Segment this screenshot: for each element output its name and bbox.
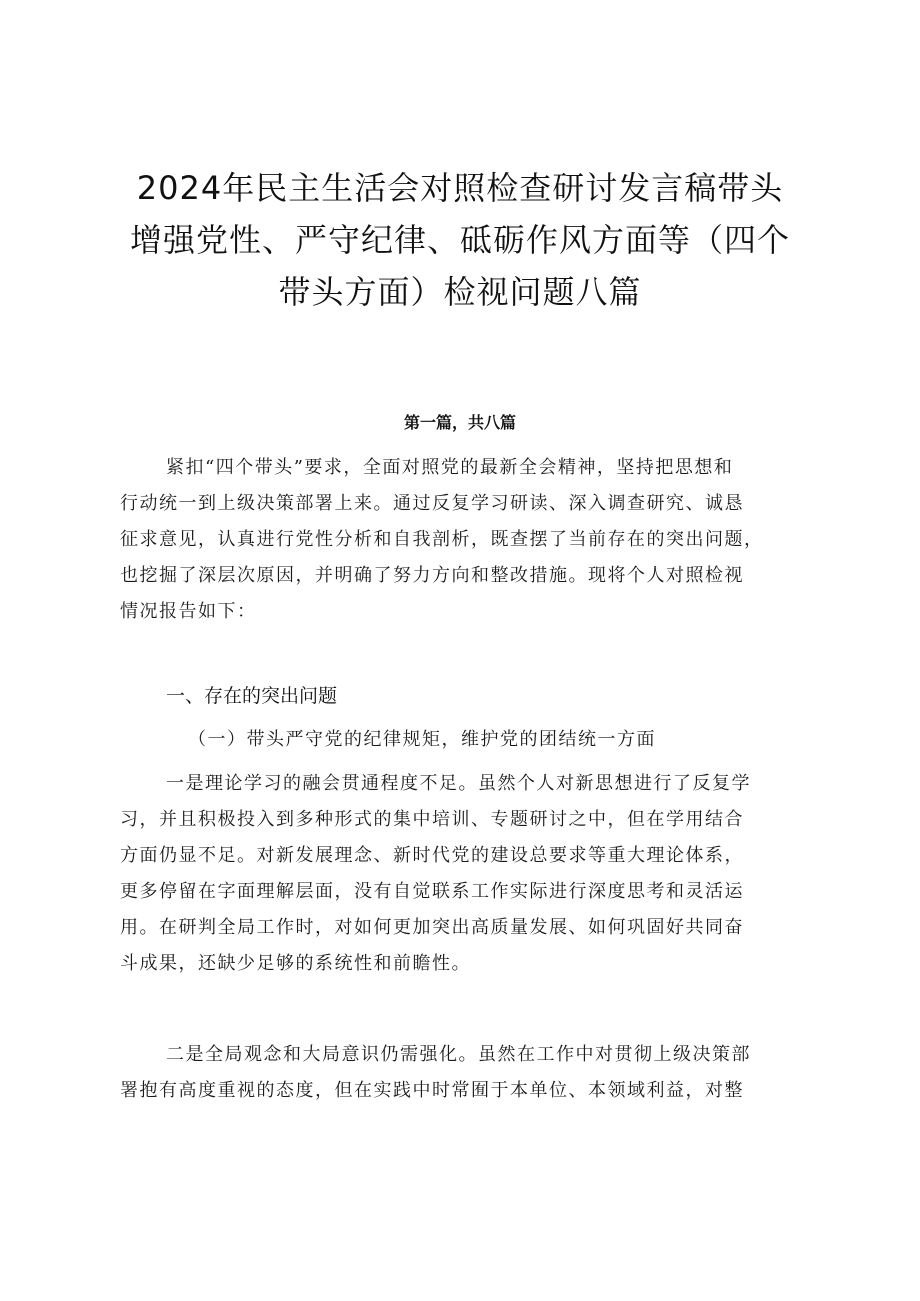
title-line-2: 增强党性、严守纪律、砥砺作风方面等（四个	[129, 221, 790, 259]
point-2-line: 署抱有高度重视的态度，但在实践中时常囿于本单位、本领域利益，对整	[120, 1080, 744, 1101]
title-line-3: 带头方面）检视问题八篇	[278, 273, 642, 311]
point-1-line: 方面仍显不足。对新发展理念、新时代党的建设总要求等重大理论体系，	[120, 845, 744, 866]
intro-line: 也挖掘了深层次原因，并明确了努力方向和整改措施。现将个人对照检视	[120, 565, 744, 586]
intro-line: 行动统一到上级决策部署上来。通过反复学习研读、深入调查研究、诚恳	[120, 493, 744, 514]
intro-paragraph	[120, 450, 810, 630]
point-2-paragraph	[120, 1037, 810, 1109]
intro-line: 征求意见，认真进行党性分析和自我剖析，既查摆了当前存在的突出问题，	[120, 529, 764, 550]
point-1-line: 习，并且积极投入到多种形式的集中培训、专题研讨之中，但在学用结合	[120, 809, 744, 830]
point-1-paragraph	[120, 766, 810, 982]
subsection-heading: （一）带头严守党的纪律规矩，维护党的团结统一方面	[188, 729, 656, 750]
section-heading: 一、存在的突出问题	[166, 685, 338, 707]
part-heading: 第一篇，共八篇	[403, 413, 516, 432]
title-line-1: 2024年民主生活会对照检查研讨发言稿带头	[136, 169, 784, 207]
point-1-line: 一是理论学习的融会贯通程度不足。虽然个人对新思想进行了反复学	[166, 773, 751, 794]
intro-line: 情况报告如下：	[120, 601, 257, 622]
point-1-line: 用。在研判全局工作时，对如何更加突出高质量发展、如何巩固好共同奋	[120, 917, 744, 938]
point-1-line: 更多停留在字面理解层面，没有自觉联系工作实际进行深度思考和灵活运	[120, 881, 744, 902]
document-title	[80, 162, 840, 318]
point-1-line: 斗成果，还缺少足够的系统性和前瞻性。	[120, 953, 471, 974]
point-2-line: 二是全局观念和大局意识仍需强化。虽然在工作中对贯彻上级决策部	[166, 1044, 751, 1065]
intro-line: 紧扣“四个带头”要求，全面对照党的最新全会精神，坚持把思想和	[166, 457, 734, 478]
